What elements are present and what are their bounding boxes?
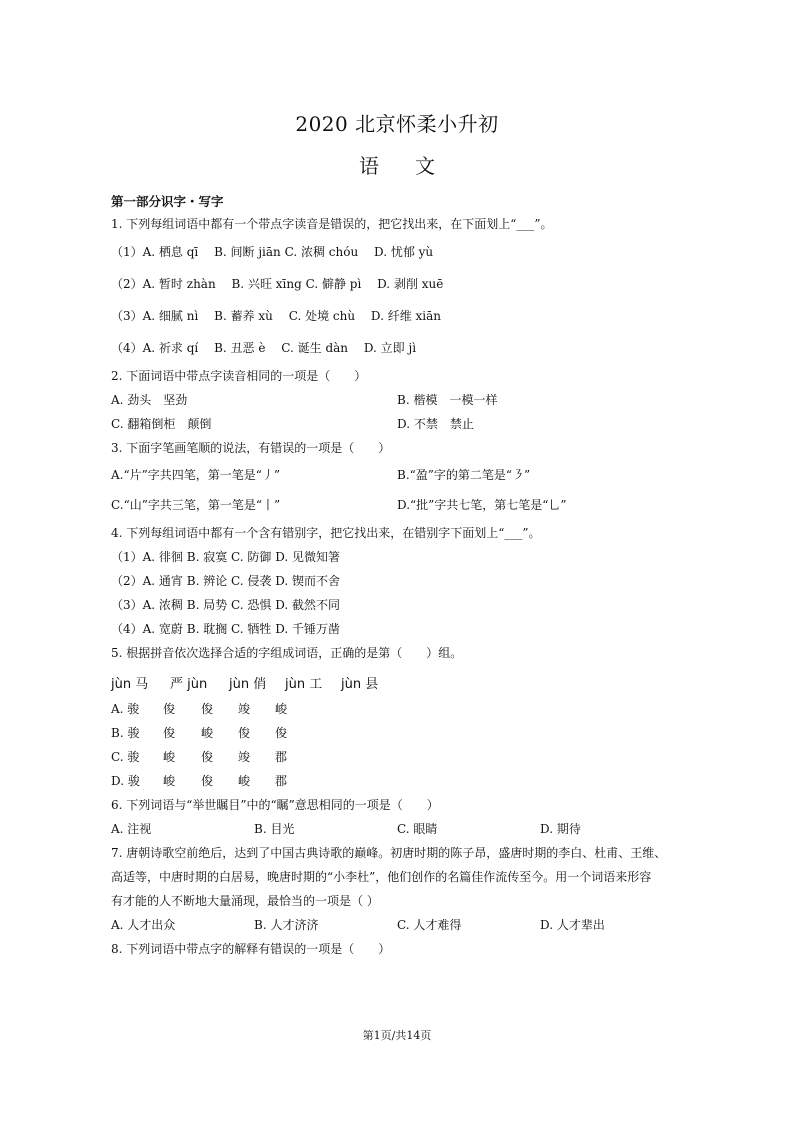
- q5-option-d-char: 郡: [275, 774, 288, 788]
- q8-stem: 8. 下列词语中带点字的解释有错误的一项是（ ）: [111, 942, 391, 956]
- q4-row-4: （4）A. 宽蔚 B. 耽搁 C. 牺牲 D. 千锤万凿: [111, 622, 341, 636]
- q5-option-d-char: 俊: [201, 774, 214, 788]
- q7-option-a: A. 人才出众: [111, 918, 176, 932]
- section-heading: 第一部分识字・写字: [111, 194, 224, 209]
- q2-option-b: B. 楷模 一模一样: [397, 393, 498, 407]
- q5-option-d-label: D. 骏: [111, 774, 140, 788]
- q5-pinyin-1: jùn 马: [111, 677, 149, 692]
- q1-row-4: （4）A. 祈求 qí B. 丑恶 è C. 诞生 dàn D. 立即 jì: [111, 341, 417, 355]
- q7-option-c: C. 人才难得: [397, 918, 462, 932]
- q4-row-3: （3）A. 浓稠 B. 局势 C. 恐惧 D. 截然不同: [111, 598, 341, 612]
- q3-stem: 3. 下面字笔画笔顺的说法，有错误的一项是（ ）: [111, 441, 391, 455]
- q5-pinyin-3: jùn 俏: [229, 677, 267, 692]
- q5-pinyin-2: 严 jùn: [170, 677, 208, 692]
- q5-option-b-char: 俊: [238, 726, 251, 740]
- q5-option-d-char: 峻: [163, 774, 176, 788]
- q5-option-c-char: 郡: [275, 750, 288, 764]
- q7-line-2: 高适等，中唐时期的白居易，晚唐时期的“小李杜”，他们创作的名篇佳作流传至今。用一个词语来形容: [111, 870, 652, 884]
- q5-option-b-char: 俊: [275, 726, 288, 740]
- page-title: 2020 北京怀柔小升初: [295, 112, 499, 136]
- q5-option-c-label: C. 骏: [111, 750, 140, 764]
- q5-option-a-char: 峻: [275, 702, 288, 716]
- q5-stem: 5. 根据拼音依次选择合适的字组成词语，正确的是第（ ）组。: [111, 646, 463, 660]
- q6-option-b: B. 目光: [254, 822, 295, 836]
- q3-option-c: C.“山”字共三笔，第一笔是“丨”: [111, 498, 281, 512]
- q4-row-2: （2）A. 通宵 B. 辨论 C. 侵袭 D. 锲而不舍: [111, 574, 341, 588]
- q2-option-a: A. 劲头 坚劲: [111, 393, 188, 407]
- q6-option-c: C. 眼睛: [397, 822, 438, 836]
- q3-option-d: D.“批”字共七笔，第七笔是“乚”: [397, 498, 567, 512]
- q2-stem: 2. 下面词语中带点字读音相同的一项是（ ）: [111, 369, 367, 383]
- q7-line-3: 有才能的人不断地大量涌现，最恰当的一项是（ ）: [111, 894, 379, 908]
- q2-option-d: D. 不禁 禁止: [397, 417, 474, 431]
- q5-option-a-char: 俊: [163, 702, 176, 716]
- q3-option-b: B.“盈”字的第二笔是“㇋”: [397, 468, 531, 482]
- q5-option-b-char: 峻: [201, 726, 214, 740]
- q6-stem: 6. 下列词语与“举世瞩目”中的“瞩”意思相同的一项是（ ）: [111, 798, 439, 812]
- q7-line-1: 7. 唐朝诗歌空前绝后，达到了中国古典诗歌的巅峰。初唐时期的陈子昂，盛唐时期的李白、杜甫、王维、: [111, 846, 667, 860]
- q5-option-c-char: 俊: [201, 750, 214, 764]
- q7-option-b: B. 人才济济: [254, 918, 319, 932]
- q4-stem: 4. 下列每组词语中都有一个含有错别字，把它找出来，在错别字下面划上“___”。: [111, 526, 541, 540]
- q5-option-c-char: 峻: [163, 750, 176, 764]
- q5-option-a-label: A. 骏: [111, 702, 140, 716]
- q3-option-a: A.“片”字共四笔，第一笔是“丿”: [111, 468, 281, 482]
- q5-option-a-char: 竣: [238, 702, 251, 716]
- q4-row-1: （1）A. 徘徊 B. 寂寞 C. 防御 D. 见微知箸: [111, 550, 341, 564]
- q5-pinyin-5: jùn 县: [341, 677, 379, 692]
- q1-row-2: （2）A. 暂时 zhàn B. 兴旺 xīng C. 僻静 pì D. 剥削 xuē: [111, 277, 444, 291]
- q1-stem: 1. 下列每组词语中都有一个带点字读音是错误的，把它找出来，在下面划上“___”。: [111, 217, 553, 231]
- subject-heading: 语文: [359, 154, 471, 178]
- q5-option-a-char: 俊: [201, 702, 214, 716]
- q5-pinyin-4: jùn 工: [285, 677, 323, 692]
- q2-option-c: C. 翻箱倒柜 颠倒: [111, 417, 212, 431]
- q6-option-d: D. 期待: [540, 822, 581, 836]
- q5-option-b-char: 俊: [163, 726, 176, 740]
- q5-option-c-char: 竣: [238, 750, 251, 764]
- q1-row-3: （3）A. 细腻 nì B. 蓄养 xù C. 处境 chù D. 纤维 xiān: [111, 309, 442, 323]
- page-footer: 第1页/共14页: [362, 1029, 432, 1042]
- q1-row-1: （1）A. 栖息 qī B. 间断 jiān C. 浓稠 chóu D. 忧郁 yù: [111, 245, 434, 259]
- q5-option-b-label: B. 骏: [111, 726, 140, 740]
- q6-option-a: A. 注视: [111, 822, 152, 836]
- q7-option-d: D. 人才辈出: [540, 918, 605, 932]
- q5-option-d-char: 峻: [238, 774, 251, 788]
